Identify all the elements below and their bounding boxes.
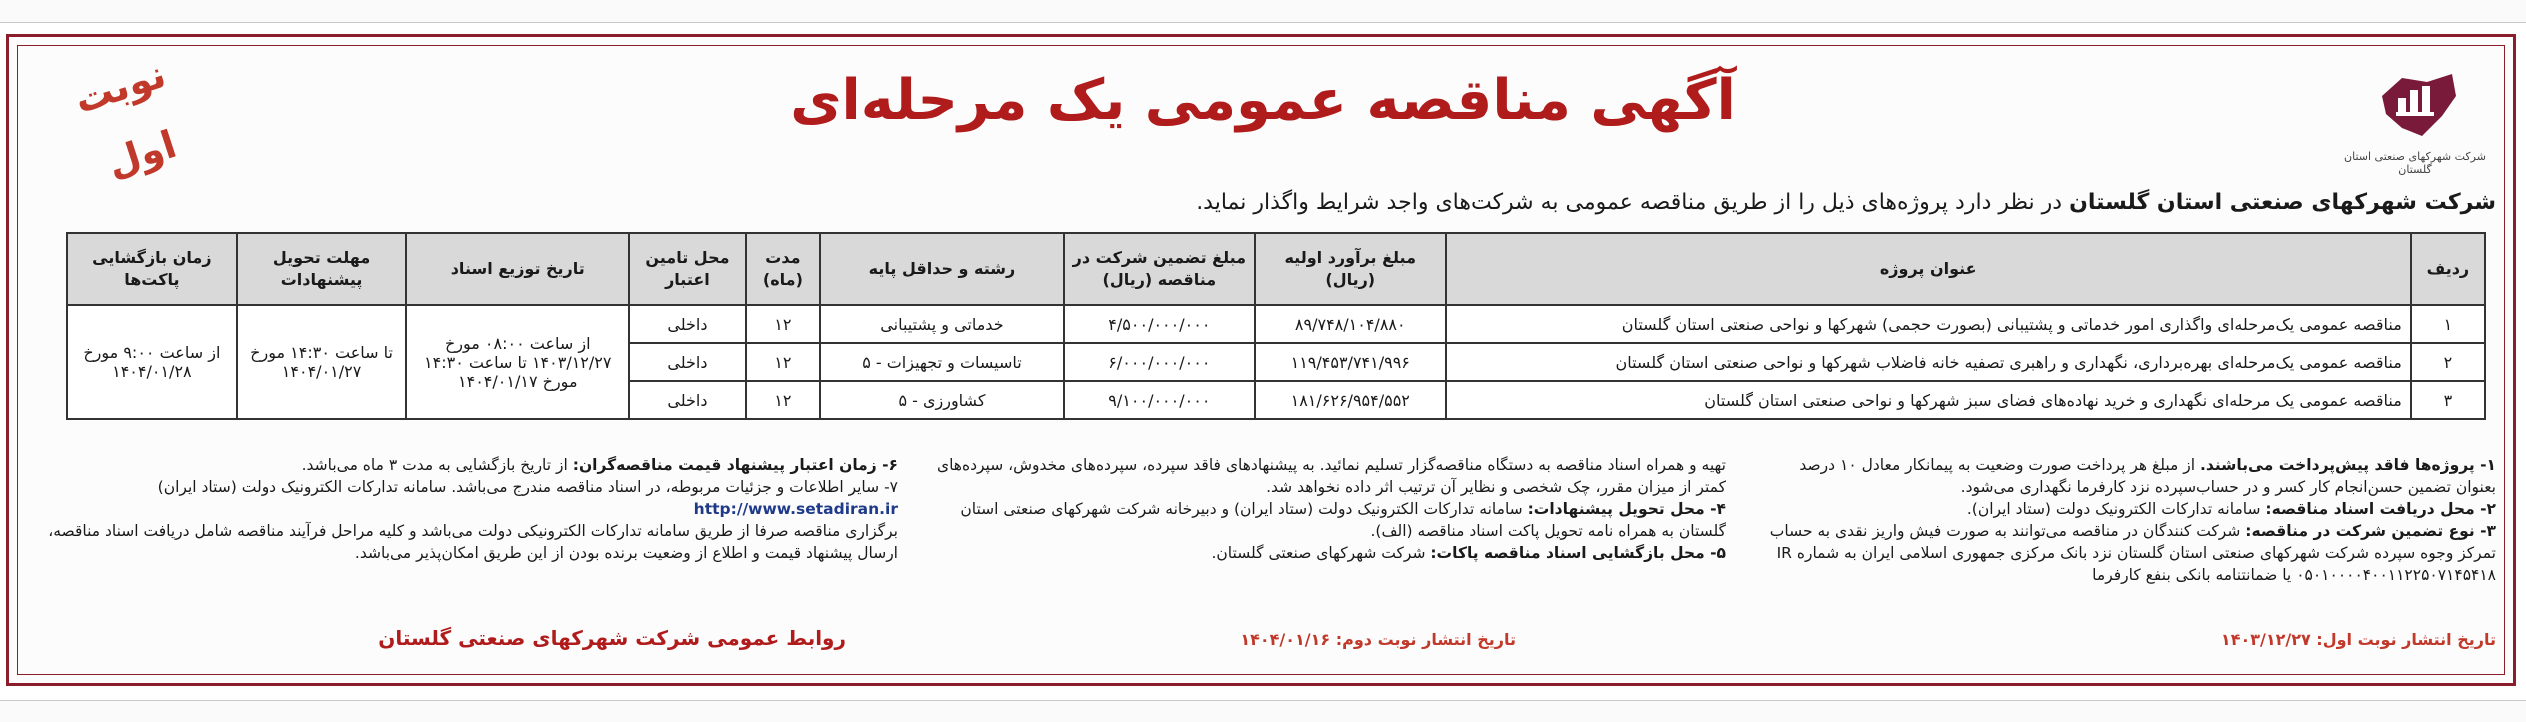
header-field: رشته و حداقل پایه (820, 233, 1064, 305)
project-guarantee: ۴/۵۰۰/۰۰۰/۰۰۰ (1064, 305, 1255, 343)
intro-company: شرکت شهرکهای صنعتی استان گلستان (2069, 190, 2496, 215)
project-funding: داخلی (629, 305, 746, 343)
distribution-window: از ساعت ۰۸:۰۰ مورخ ۱۴۰۳/۱۲/۲۷ تا ساعت ۱۴:۳۰ مورخ ۱۴۰۴/۰۱/۱۷ (406, 305, 629, 419)
note-7 (48, 476, 898, 520)
note-7-body: ۷- سایر اطلاعات و جزئیات مربوطه، در اسناد مناقصه مندرج می‌باشد. سامانه تدارکات الکترونیک دولت (ستاد ایران) (157, 478, 898, 496)
header-funding: محل تامین اعتبار (629, 233, 746, 305)
project-estimate: ۸۹/۷۴۸/۱۰۴/۸۸۰ (1255, 305, 1446, 343)
note-5-body: شرکت شهرکهای صنعتی گلستان. (1211, 544, 1431, 562)
bottom-rule (0, 700, 2526, 722)
project-field: خدماتی و پشتیبانی (820, 305, 1064, 343)
header-guarantee: مبلغ تضمین شرکت در مناقصه (ریال) (1064, 233, 1255, 305)
project-duration: ۱۲ (746, 343, 820, 381)
row-number: ۱ (2411, 305, 2485, 343)
note-2-body: سامانه تدارکات الکترونیک دولت (ستاد ایران). (1966, 500, 2266, 518)
project-title: مناقصه عمومی یک‌مرحله‌ای بهره‌برداری، نگهداری و راهبری تصفیه خانه فاضلاب شهرکها و نواحی صنعتی استان گلستان (1446, 343, 2411, 381)
project-field: کشاورزی - ۵ (820, 381, 1064, 419)
table-header-row (67, 233, 2485, 305)
header-duration: مدت (ماه) (746, 233, 820, 305)
header-opening: زمان بازگشایی پاکت‌ها (67, 233, 237, 305)
notes-column-right (1756, 454, 2496, 624)
company-logo (2372, 66, 2462, 144)
public-relations-signature: روابط عمومی شرکت شهرکهای صنعتی گلستان (378, 626, 846, 650)
intro-text: در نظر دارد پروژه‌های ذیل را از طریق مناقصه عمومی به شرکت‌های واجد شرایط واگذار نماید. (1196, 190, 2070, 215)
note-1-heading: ۱- پروژه‌ها فاقد پیش‌پرداخت می‌باشند. (2200, 456, 2496, 474)
logo-caption: شرکت شهرکهای صنعتی استان گلستان (2344, 150, 2486, 176)
submission-deadline: تا ساعت ۱۴:۳۰ مورخ ۱۴۰۴/۰۱/۲۷ (237, 305, 407, 419)
row-number: ۲ (2411, 343, 2485, 381)
notes-column-middle (926, 454, 1726, 624)
top-rule (0, 0, 2526, 23)
note-4-body: سامانه تدارکات الکترونیک دولت (ستاد ایران) و دبیرخانه شرکت شهرکهای صنعتی استان گلستان به همراه نامه تحویل پاکت اسناد مناقصه (الف). (960, 500, 1726, 540)
note-2 (1756, 498, 2496, 520)
note-5-heading: ۵- محل بازگشایی اسناد مناقصه پاکات: (1430, 544, 1726, 562)
project-duration: ۱۲ (746, 381, 820, 419)
note-3-heading: ۳- نوع تضمین شرکت در مناقصه: (2245, 522, 2496, 540)
note-5 (926, 542, 1726, 564)
note-6-heading: ۶- زمان اعتبار پیشنهاد قیمت مناقصه‌گران: (572, 456, 898, 474)
note-1 (1756, 454, 2496, 498)
header-estimate: مبلغ برآورد اولیه (ریال) (1255, 233, 1446, 305)
note-3 (1756, 520, 2496, 586)
opening-time: از ساعت ۹:۰۰ مورخ ۱۴۰۴/۰۱/۲۸ (67, 305, 237, 419)
project-funding: داخلی (629, 381, 746, 419)
header-project-title: عنوان پروژه (1446, 233, 2411, 305)
project-estimate: ۱۸۱/۶۲۶/۹۵۴/۵۵۲ (1255, 381, 1446, 419)
setadiran-link[interactable]: http://www.setadiran.ir (693, 500, 898, 518)
project-title: مناقصه عمومی یک‌مرحله‌ای واگذاری امور خدماتی و پشتیبانی (بصورت حجمی) شهرکها و نواحی صنعتی استان گلستان (1446, 305, 2411, 343)
project-guarantee: ۶/۰۰۰/۰۰۰/۰۰۰ (1064, 343, 1255, 381)
second-publication-date: تاریخ انتشار نوبت دوم: ۱۴۰۴/۰۱/۱۶ (1240, 630, 1516, 649)
project-funding: داخلی (629, 343, 746, 381)
project-guarantee: ۹/۱۰۰/۰۰۰/۰۰۰ (1064, 381, 1255, 419)
note-3-body: شرکت کنندگان در مناقصه می‌توانند به صورت فیش واریز نقدی به حساب تمرکز وجوه سپرده شرکت شهرکهای صنعتی استان گلستان نزد بانک مرکزی جمهوری اسلامی ایران به شماره IR ۰۵۰۱۰۰۰۰۴۰۰۱۱۲۲۵۰۷۱۴۵۴۱۸ یا ضمانتنامه بانکی بنفع کارفرما (1769, 522, 2496, 584)
project-field: تاسیسات و تجهیزات - ۵ (820, 343, 1064, 381)
notes-column-left (48, 454, 898, 624)
projects-table (66, 232, 2486, 420)
note-4-heading: ۴- محل تحویل پیشنهادات: (1527, 500, 1726, 518)
project-estimate: ۱۱۹/۴۵۳/۷۴۱/۹۹۶ (1255, 343, 1446, 381)
header-row-number: ردیف (2411, 233, 2485, 305)
note-3-continued: تهیه و همراه اسناد مناقصه به دستگاه مناقصه‌گزار تسلیم نمائید. به پیشنهادهای فاقد سپرده، سپرده‌های مخدوش، سپرده‌های کمتر از میزان مقرر، چک شخصی و نظایر آن ترتیب اثر داده نخواهد شد. (936, 456, 1726, 496)
first-publication-date: تاریخ انتشار نوبت اول: ۱۴۰۳/۱۲/۲۷ (2220, 630, 2496, 649)
project-title: مناقصه عمومی یک مرحله‌ای نگهداری و خرید نهاده‌های فضای سبز شهرکها و نواحی صنعتی استان گلستان (1446, 381, 2411, 419)
note-4 (926, 498, 1726, 542)
note-6 (48, 454, 898, 476)
round-label: نوبت اول (69, 51, 182, 186)
note-6-body: از تاریخ بازگشایی به مدت ۳ ماه می‌باشد. (301, 456, 573, 474)
intro-paragraph (36, 188, 2496, 218)
header-deadline: مهلت تحویل پیشنهادات (237, 233, 407, 305)
project-duration: ۱۲ (746, 305, 820, 343)
header-distribution: تاریخ توزیع اسناد (406, 233, 629, 305)
note-8: برگزاری مناقصه صرفا از طریق سامانه تدارکات الکترونیکی دولت می‌باشد و کلیه مراحل فرآیند مناقصه شامل دریافت اسناد مناقصه، ارسال پیشنهاد قیمت و اطلاع از وضعیت برنده بودن از این طریق امکان‌پذیر می‌باشد. (48, 522, 898, 562)
table-row (67, 305, 2485, 343)
note-2-heading: ۲- محل دریافت اسناد مناقصه: (2265, 500, 2496, 518)
row-number: ۳ (2411, 381, 2485, 419)
note-1-body: از مبلغ هر پرداخت صورت وضعیت به پیمانکار معادل ۱۰ درصد بعنوان تضمین حسن‌انجام کار کسر و در حساب‌سپرده نزد کارفرما نگهداری می‌شود. (1799, 456, 2496, 496)
page-title: آگهی مناقصه عمومی یک مرحله‌ای (790, 68, 1736, 133)
